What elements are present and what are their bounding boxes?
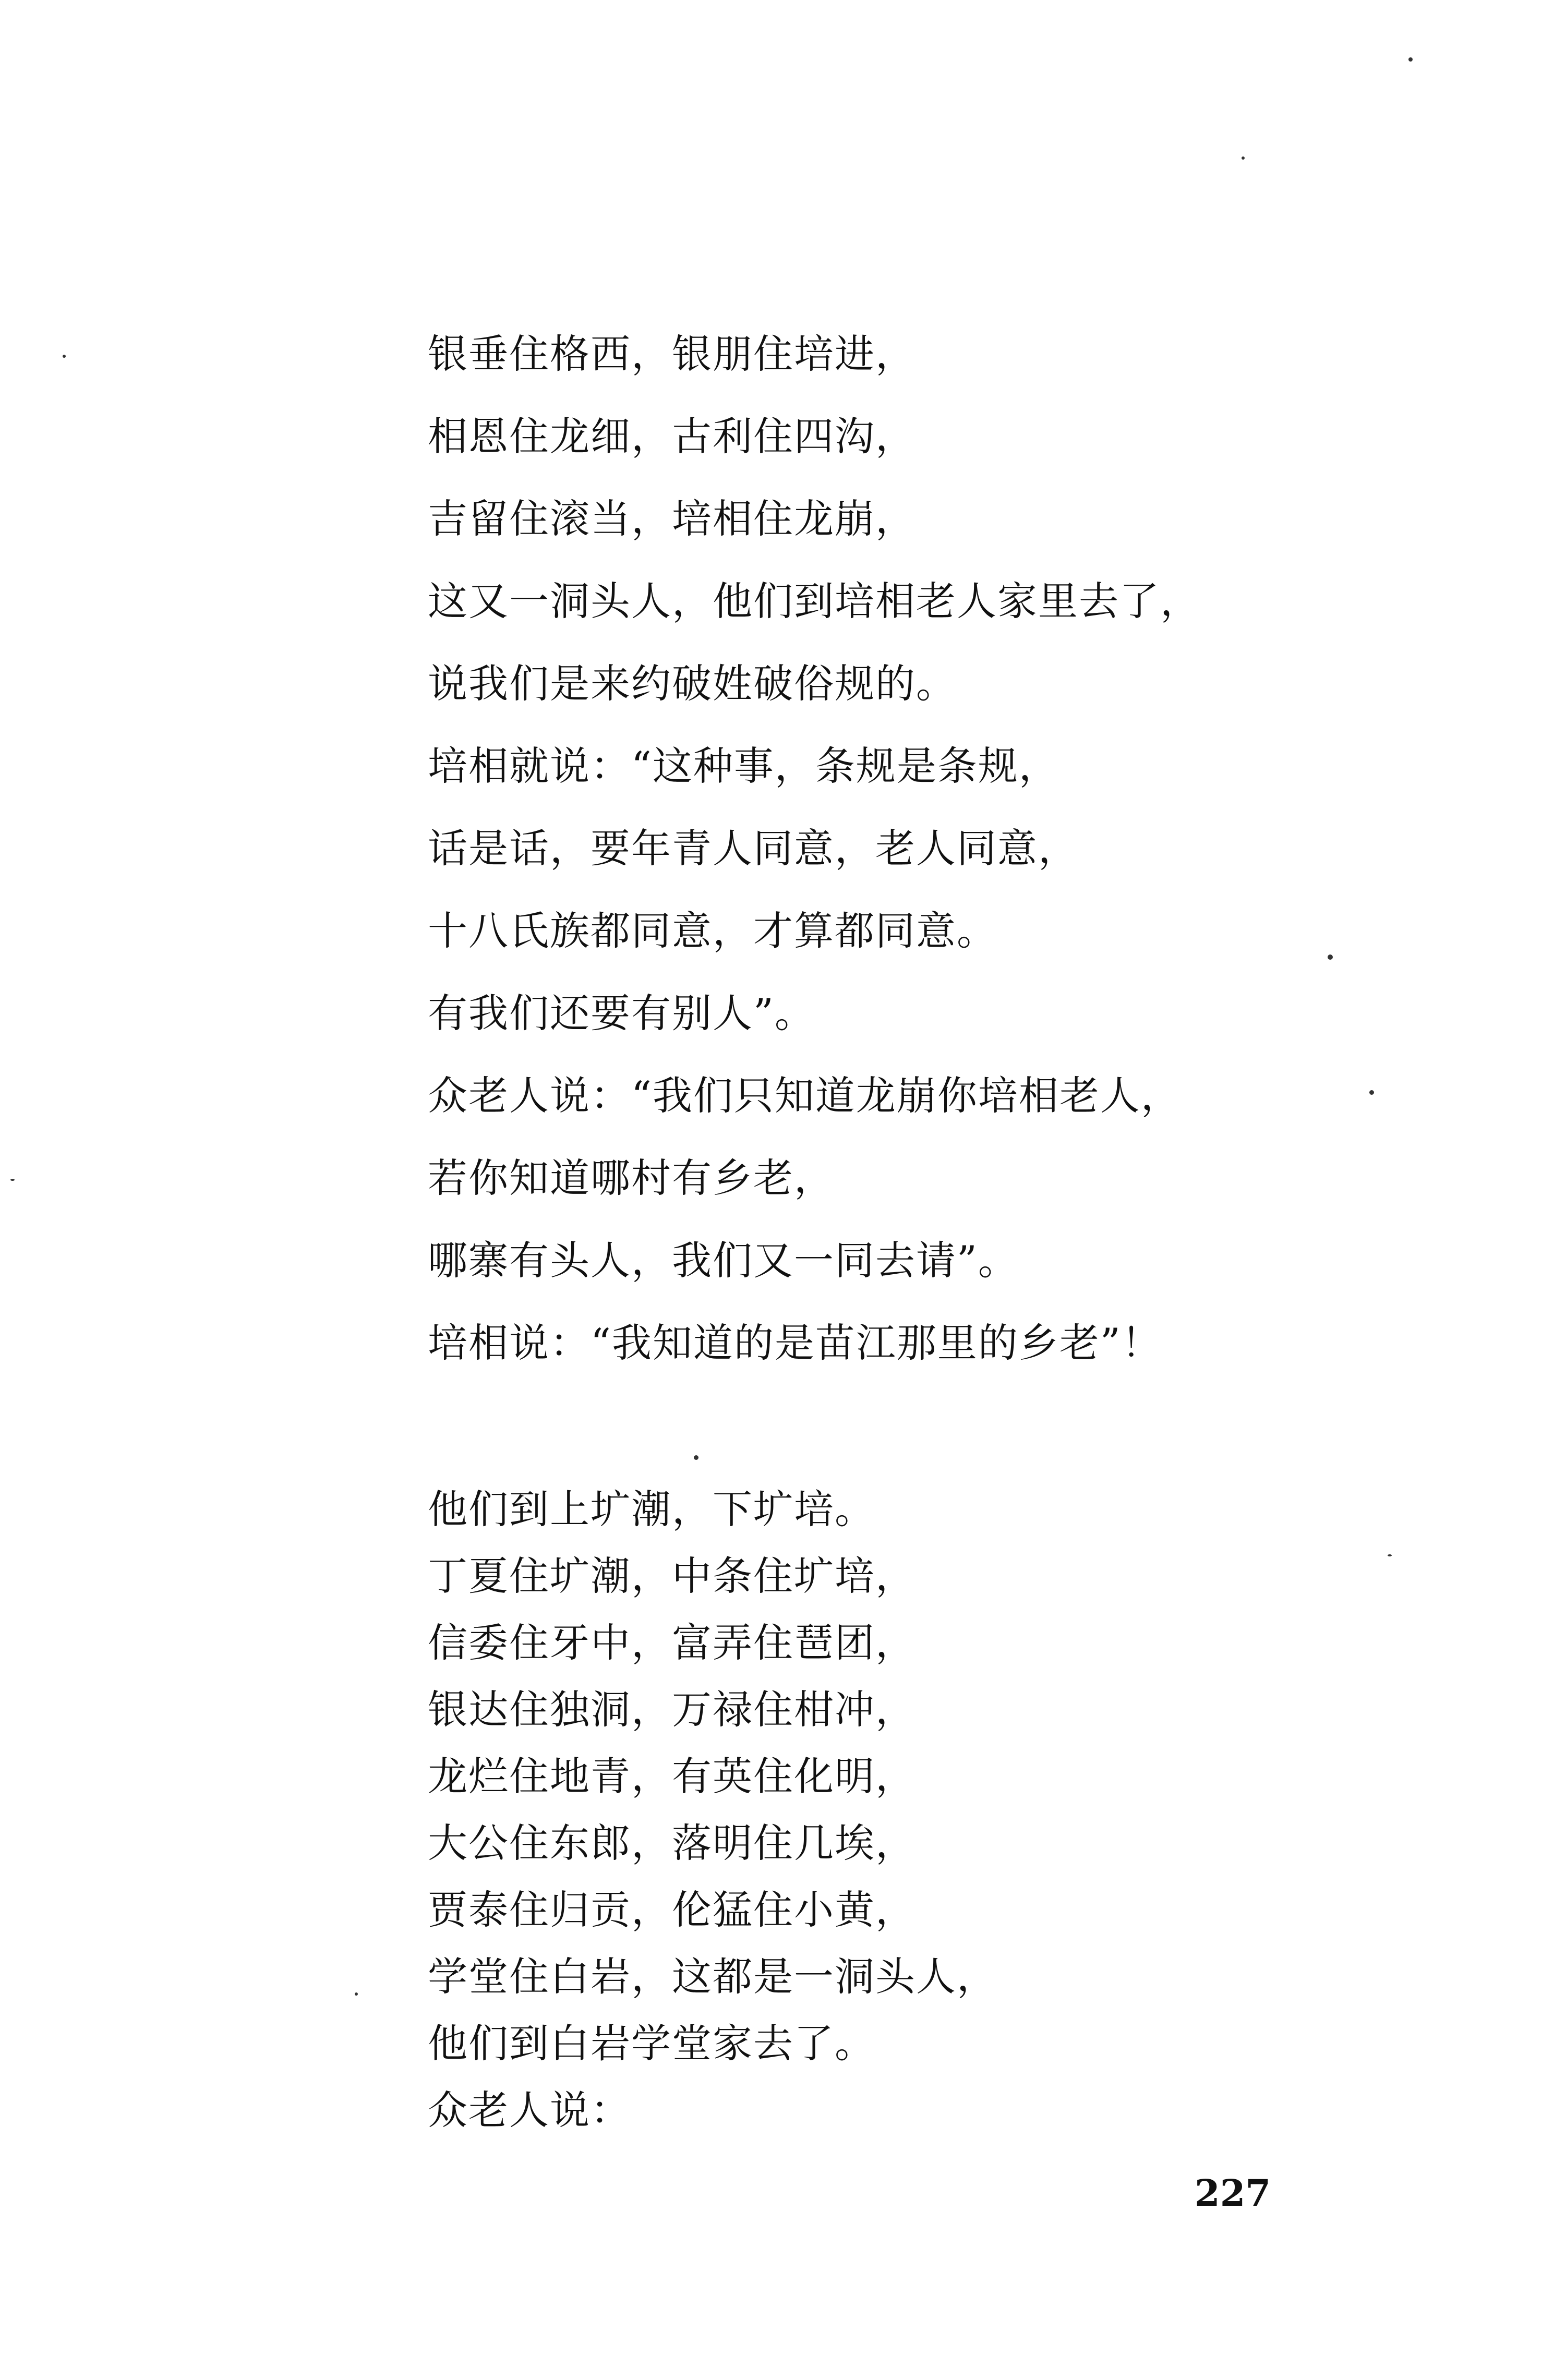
poem-line: 众老人说： — [428, 2087, 631, 2133]
poem-line: 哪寨有头人，我们又一同去请”。 — [428, 1237, 1019, 1284]
poem-line: 他们到上圹潮，下圹培。 — [428, 1486, 875, 1532]
scan-speck — [1369, 1090, 1374, 1095]
scan-speck — [10, 1179, 15, 1181]
scan-speck — [63, 355, 66, 358]
scan-speck — [1328, 955, 1333, 960]
poem-stanza-1 — [428, 313, 1201, 1384]
poem-line: 大公住东郎，落明住几埃， — [428, 1820, 916, 1866]
scan-speck — [694, 1455, 698, 1460]
poem-line: 十八氏族都同意，才算都同意。 — [428, 908, 997, 954]
poem-line: 话是话，要年青人同意，老人同意， — [428, 825, 1079, 872]
poem-line: 学堂住白岩，这都是一洞头人， — [428, 1953, 997, 2000]
poem-line: 信委住牙中，富弄住琶团， — [428, 1620, 916, 1666]
poem-line: 他们到白岩学堂家去了。 — [428, 2020, 875, 2067]
poem-line: 若你知道哪村有乡老， — [428, 1155, 835, 1201]
page-number: 227 — [1195, 2171, 1271, 2215]
scan-speck — [1408, 57, 1413, 62]
poem-line: 吉留住滚当，培相住龙崩， — [428, 496, 916, 542]
poem-line: 这又一洞头人，他们到培相老人家里去了， — [428, 578, 1201, 624]
poem-line: 贾泰住归贡，伦猛住小黄， — [428, 1887, 916, 1933]
poem-line: 说我们是来约破姓破俗规的。 — [428, 660, 957, 707]
poem-line: 银达住独洞，万禄住柑冲， — [428, 1686, 916, 1733]
poem-stanza-2 — [428, 1476, 997, 2144]
poem-line: 相恩住龙细，古利住四沟， — [428, 413, 916, 460]
poem-line: 丁夏住圹潮，中条住圹培， — [428, 1553, 916, 1599]
poem-line: 银垂住格西，银朋住培进， — [428, 331, 916, 377]
scan-speck — [355, 1992, 358, 1996]
poem-line: 众老人说：“我们只知道龙崩你培相老人， — [428, 1072, 1182, 1119]
poem-line: 有我们还要有别人”。 — [428, 990, 815, 1036]
poem-line: 培相就说：“这种事，条规是条规， — [428, 743, 1059, 789]
poem-line: 培相说：“我知道的是苗江那里的乡老”！ — [428, 1320, 1162, 1366]
scan-speck — [1388, 1554, 1392, 1556]
poem-line: 龙烂住地青，有英住化明， — [428, 1753, 916, 1799]
scan-speck — [1242, 156, 1245, 160]
